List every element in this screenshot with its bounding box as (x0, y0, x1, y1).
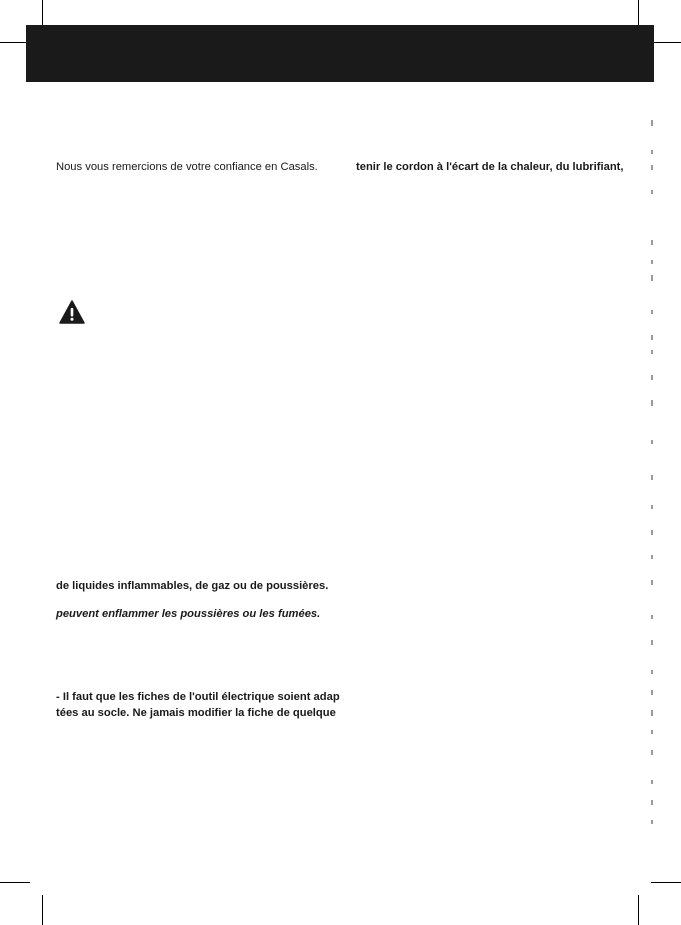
plugs-line-1: - Il faut que les fiches de l'outil électrique soient adap (56, 691, 340, 703)
crop-mark-tr-h (651, 42, 681, 43)
page-edge-marks (651, 110, 657, 840)
sparks-line: peuvent enflammer les poussières ou les fumées. (56, 608, 321, 620)
warning-triangle-icon (59, 300, 85, 324)
crop-mark-br-v (638, 895, 639, 925)
crop-mark-br-h (651, 882, 681, 883)
crop-mark-bl-h (0, 882, 30, 883)
cord-line: tenir le cordon à l'écart de la chaleur, du lubrifiant, (356, 161, 624, 173)
crop-mark-bl-v (42, 895, 43, 925)
liquids-line: de liquides inflammables, de gaz ou de poussières. (56, 580, 329, 592)
header-bar (26, 25, 654, 82)
thanks-line: Nous vous remercions de votre confiance en Casals. (56, 161, 318, 173)
plugs-line-2: tées au socle. Ne jamais modifier la fiche de quelque (56, 707, 336, 719)
